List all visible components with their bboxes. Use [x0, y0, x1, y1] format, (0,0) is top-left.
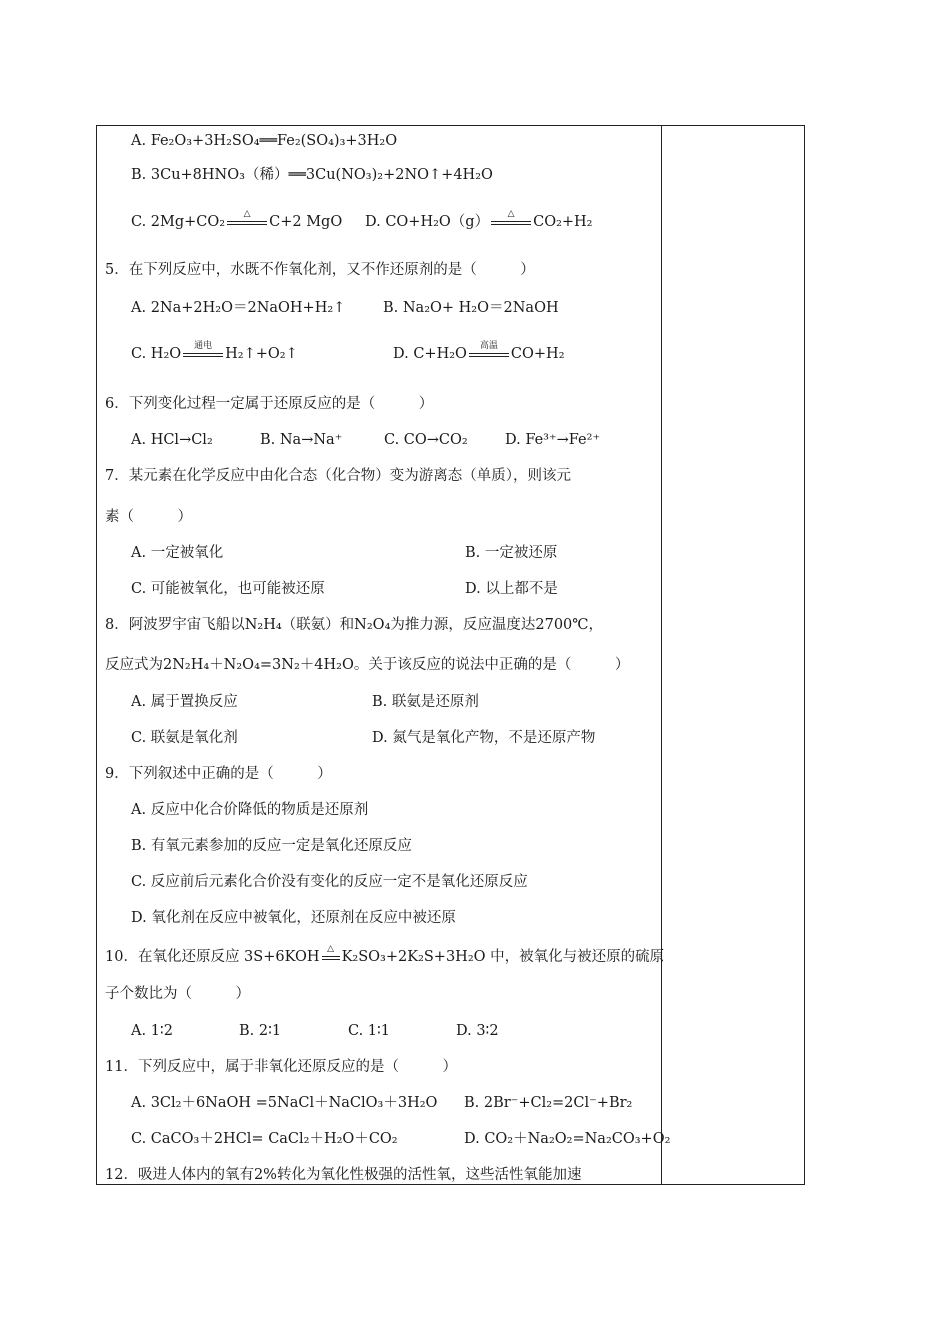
q4-option-d — [365, 209, 593, 232]
q8-option-a: A. 属于置换反应 — [131, 694, 238, 710]
q4-option-a: A. Fe₂O₃+3H₂SO₄══Fe₂(SO₄)₃+3H₂O — [131, 133, 398, 149]
q8-option-d: D. 氮气是氧化产物，不是还原产物 — [372, 730, 596, 746]
q7-option-b: B. 一定被还原 — [465, 545, 558, 561]
q11-option-a: A. 3Cl₂＋6NaOH =5NaCl＋NaClO₃＋3H₂O — [131, 1095, 438, 1111]
q5-c-reactants: C. H₂O — [131, 346, 182, 362]
q9-stem: 9．下列叙述中正确的是（ ） — [105, 766, 332, 782]
q6-option-b: B. Na→Na⁺ — [260, 432, 343, 448]
heat-symbol: △ — [243, 209, 251, 219]
q9-option-a: A. 反应中化合价降低的物质是还原剂 — [131, 802, 369, 818]
q10-option-d: D. 3∶2 — [456, 1023, 499, 1039]
q10-option-a: A. 1∶2 — [131, 1023, 173, 1039]
question-table — [96, 125, 805, 1185]
q12-stem: 12．吸进人体内的氧有2%转化为氧化性极强的活性氧，这些活性氧能加速 — [105, 1167, 582, 1183]
reaction-condition — [225, 209, 269, 232]
q9-option-d: D. 氧化剂在反应中被氧化，还原剂在反应中被还原 — [131, 910, 456, 926]
q7-stem-line2: 素（ ） — [105, 509, 192, 525]
column-divider — [661, 126, 662, 1184]
q8-stem-line1: 8．阿波罗宇宙飞船以N₂H₄（联氨）和N₂O₄为推力源，反应温度达2700℃， — [105, 617, 604, 633]
condition-label: 通电 — [194, 341, 213, 351]
q11-option-d: D. CO₂＋Na₂O₂=Na₂CO₃+O₂ — [464, 1131, 671, 1147]
q4-d-reactants: D. CO+H₂O（g） — [365, 214, 490, 230]
q5-d-reactants: D. C+H₂O — [393, 346, 467, 362]
q6-option-c: C. CO→CO₂ — [384, 432, 468, 448]
reaction-condition — [320, 944, 342, 967]
q8-option-c: C. 联氨是氧化剂 — [131, 730, 238, 746]
q4-option-c — [131, 209, 343, 232]
reaction-condition — [489, 209, 533, 232]
q6-option-a: A. HCl→Cl₂ — [131, 432, 213, 448]
q8-option-b: B. 联氨是还原剂 — [372, 694, 479, 710]
q5-d-products: CO+H₂ — [510, 346, 565, 362]
q11-stem: 11．下列反应中，属于非氧化还原反应的是（ ） — [105, 1059, 457, 1075]
q4-d-products: CO₂+H₂ — [533, 214, 593, 230]
heat-symbol: △ — [327, 944, 335, 954]
q7-option-a: A. 一定被氧化 — [131, 545, 224, 561]
q7-stem-line1: 7．某元素在化学反应中由化合态（化合物）变为游离态（单质），则该元 — [105, 468, 571, 484]
condition-label: 高温 — [479, 341, 498, 351]
q10-option-b: B. 2∶1 — [239, 1023, 282, 1039]
q4-c-reactants: C. 2Mg+CO₂ — [131, 214, 226, 230]
q5-stem: 5．在下列反应中，水既不作氧化剂，又不作还原剂的是（ ） — [105, 262, 535, 278]
q8-stem-line2: 反应式为2N₂H₄＋N₂O₄=3N₂＋4H₂O。关于该反应的说法中正确的是（ ） — [105, 657, 630, 673]
heat-symbol: △ — [507, 209, 515, 219]
reaction-condition — [181, 341, 225, 364]
q5-option-a: A. 2Na+2H₂O＝2NaOH+H₂↑ — [131, 300, 346, 316]
q5-c-products: H₂↑+O₂↑ — [225, 346, 298, 362]
reaction-condition — [467, 341, 511, 364]
q6-option-d: D. Fe³⁺→Fe²⁺ — [505, 432, 601, 448]
q9-option-c: C. 反应前后元素化合价没有变化的反应一定不是氧化还原反应 — [131, 874, 528, 890]
q9-option-b: B. 有氧元素参加的反应一定是氧化还原反应 — [131, 838, 412, 854]
q7-option-c: C. 可能被氧化，也可能被还原 — [131, 581, 325, 597]
q10-stem-line2: 子个数比为（ ） — [105, 986, 250, 1002]
q10-option-c: C. 1∶1 — [348, 1023, 391, 1039]
q4-option-b: B. 3Cu+8HNO₃（稀）══3Cu(NO₃)₂+2NO↑+4H₂O — [131, 167, 493, 183]
q5-option-b: B. Na₂O+ H₂O＝2NaOH — [383, 300, 559, 316]
q11-option-c: C. CaCO₃＋2HCl= CaCl₂＋H₂O＋CO₂ — [131, 1131, 398, 1147]
q5-option-d — [393, 341, 565, 364]
q7-option-d: D. 以上都不是 — [465, 581, 558, 597]
q11-option-b: B. 2Br⁻+Cl₂=2Cl⁻+Br₂ — [464, 1095, 633, 1111]
question-column — [97, 126, 671, 1184]
q10-stem-end: K₂SO₃+2K₂S+3H₂O 中，被氧化与被还原的硫原 — [341, 949, 665, 965]
q10-stem-line1 — [105, 944, 665, 967]
q6-stem: 6．下列变化过程一定属于还原反应的是（ ） — [105, 396, 434, 412]
q10-stem-start: 10．在氧化还原反应 3S+6KOH — [105, 949, 320, 965]
q4-c-products: C+2 MgO — [269, 214, 343, 230]
q5-option-c — [131, 341, 298, 364]
